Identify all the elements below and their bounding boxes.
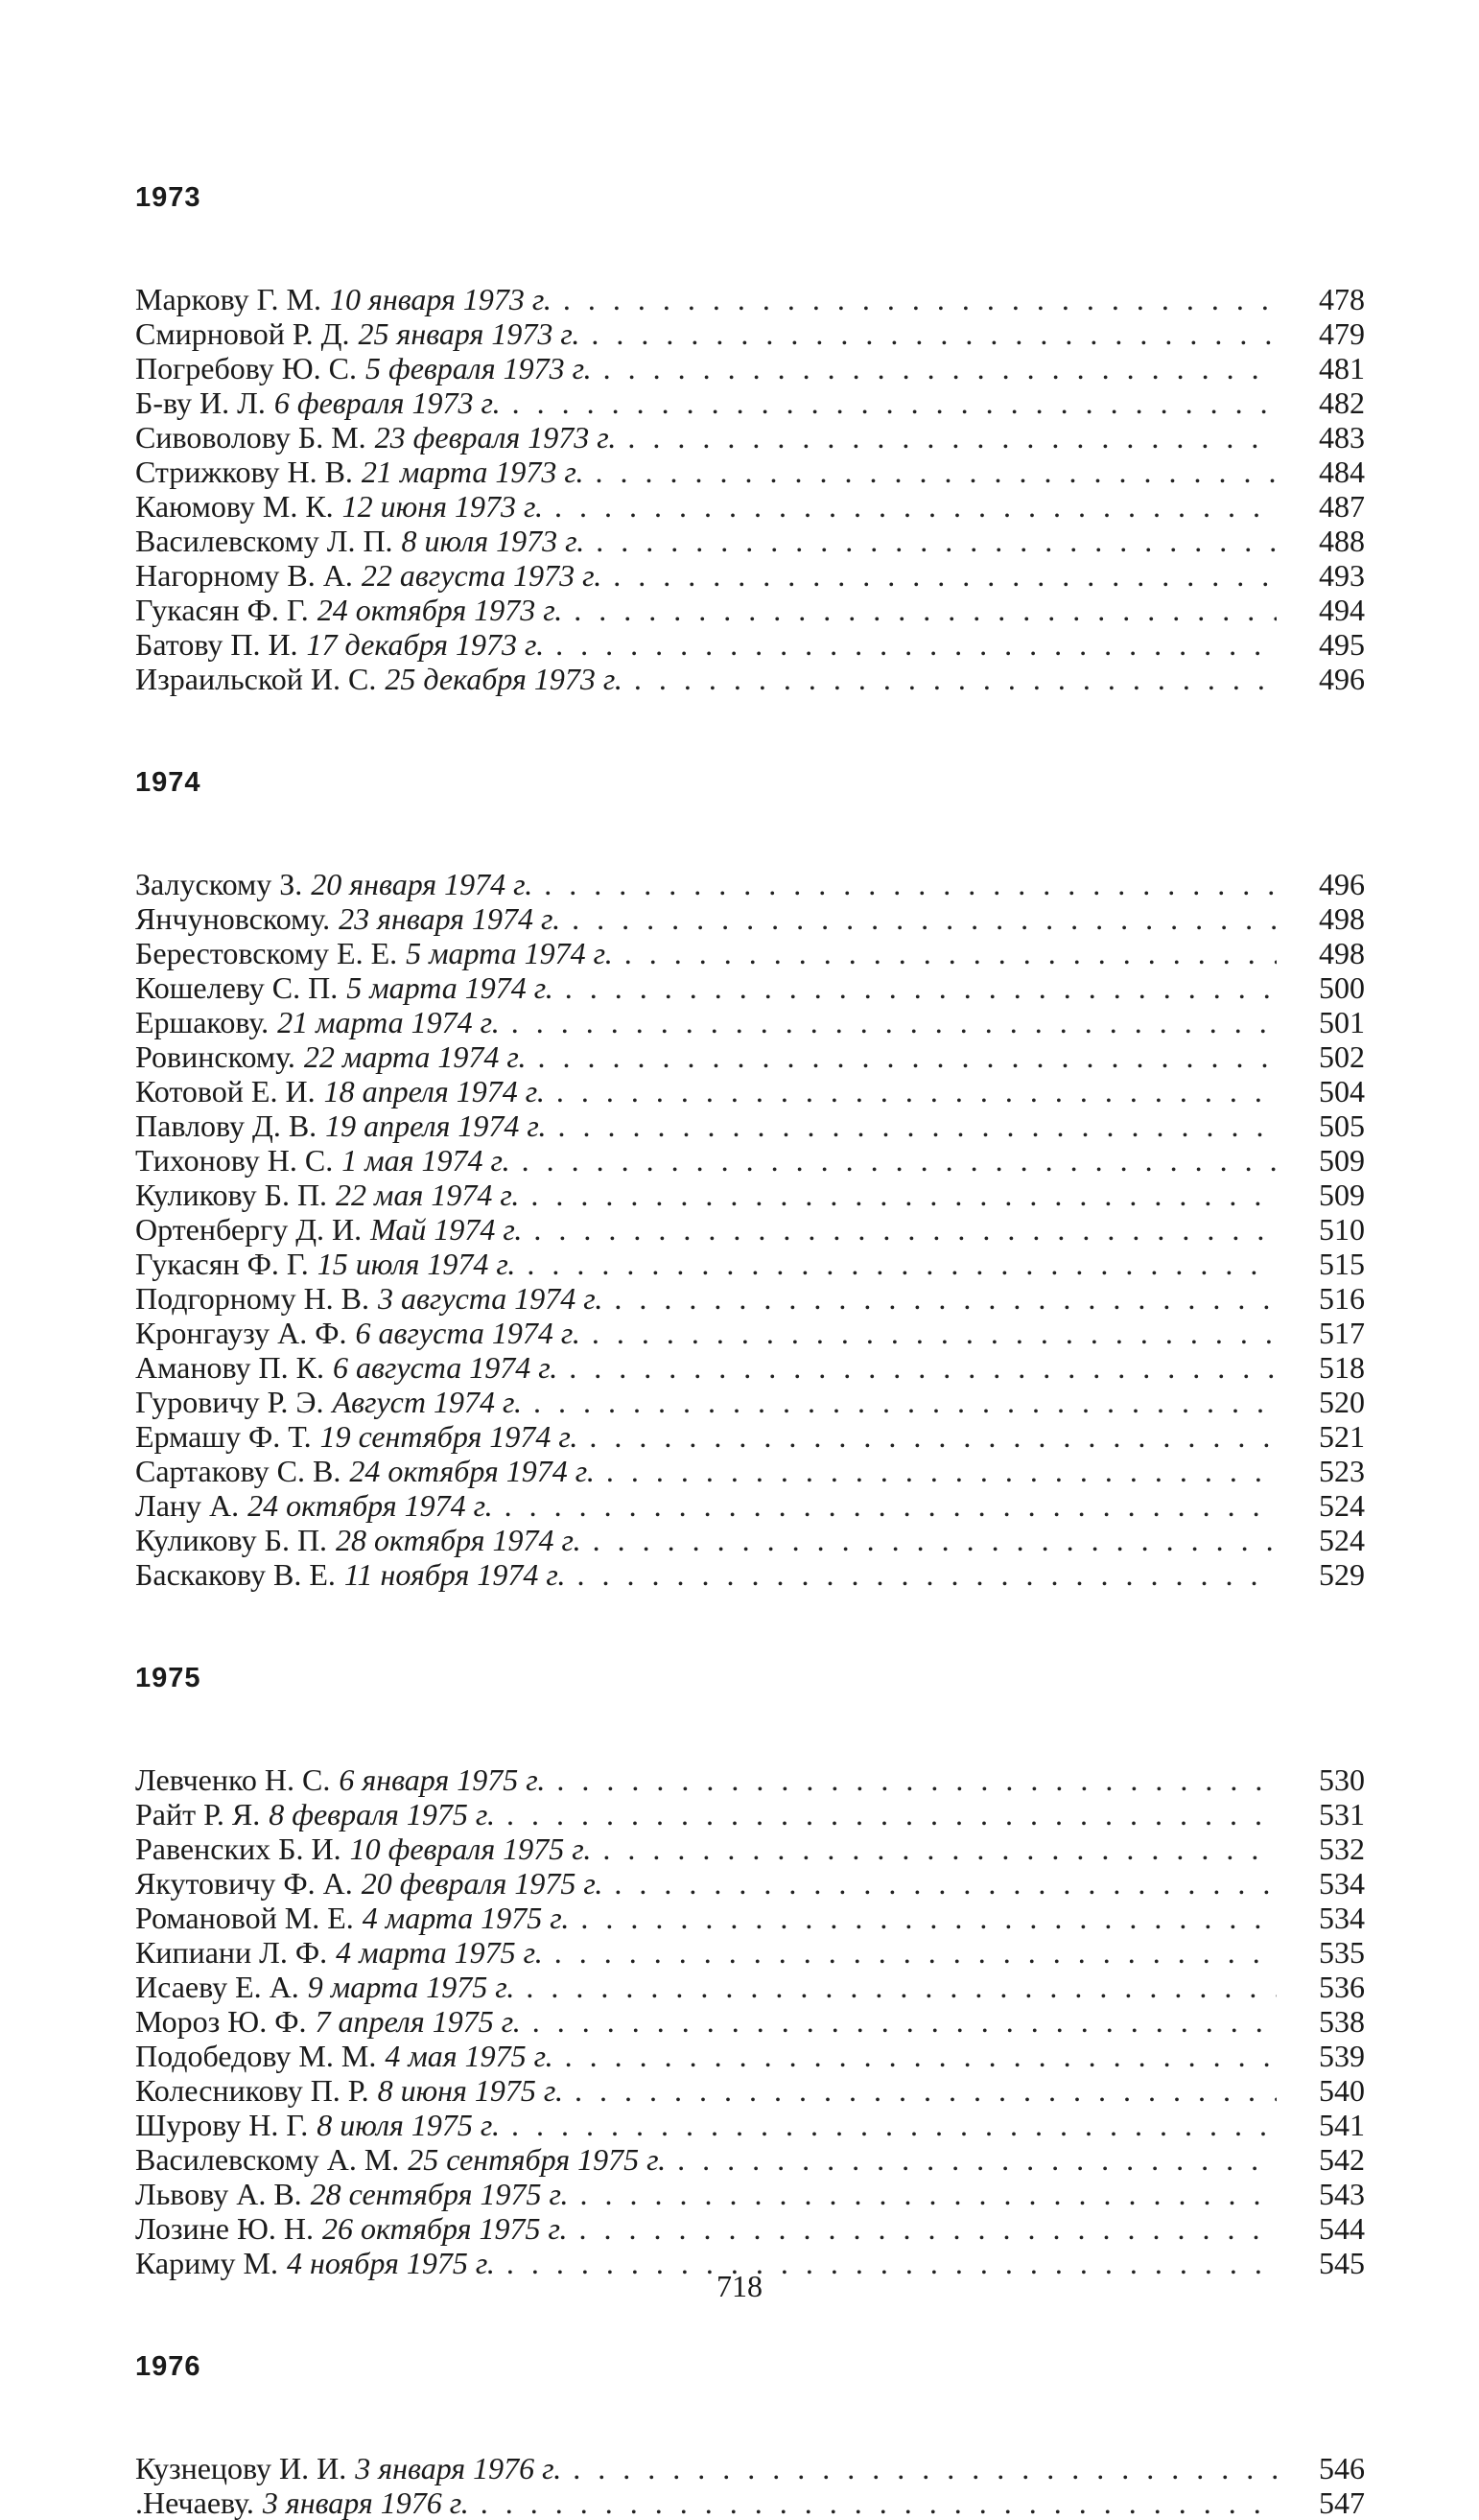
entry-date: 6 февраля 1973 г. [273, 385, 501, 420]
entry-recipient: Тихонову Н. С. [135, 1143, 334, 1178]
entry-page-number: 517 [1319, 1316, 1365, 1350]
entry-page-number: 483 [1319, 420, 1365, 455]
section-1976 [135, 2349, 1365, 2520]
entry-recipient: Израильской И. С. [135, 662, 377, 696]
entry-date: 24 октября 1973 г. [317, 593, 563, 627]
contents-entry [135, 901, 1365, 936]
entry-date: 8 июня 1975 г. [377, 2073, 563, 2108]
contents-entry [135, 627, 1365, 662]
dot-leader [511, 2108, 1277, 2142]
dot-leader [556, 1074, 1277, 1108]
entry-recipient: Шурову Н. Г. [135, 2108, 309, 2142]
contents-entry [135, 662, 1365, 696]
entry-recipient: Котовой Е. И. [135, 1074, 316, 1108]
entry-recipient: Гукасян Ф. Г. [135, 593, 309, 627]
entry-recipient: Ровинскому. [135, 1039, 295, 1074]
entry-date: 6 августа 1974 г. [332, 1350, 558, 1385]
contents-entry [135, 316, 1365, 351]
entry-page-number: 520 [1319, 1385, 1365, 1419]
contents-entry [135, 1074, 1365, 1108]
contents-entry [135, 1454, 1365, 1488]
dot-leader [592, 1316, 1277, 1350]
contents-entry [135, 1901, 1365, 1935]
dot-leader [589, 1419, 1277, 1454]
entry-list [135, 1762, 1365, 2280]
year-heading: 1973 [135, 182, 201, 213]
dot-leader [580, 2177, 1278, 2211]
entry-date: 3 августа 1974 г. [378, 1281, 603, 1316]
entry-recipient: Б-ву И. Л. [135, 385, 266, 420]
entry-date: 28 сентября 1975 г. [310, 2177, 569, 2211]
entry-date: 22 мая 1974 г. [336, 1178, 520, 1212]
dot-leader [544, 867, 1277, 901]
entry-date: 4 ноября 1975 г. [286, 2246, 495, 2280]
entry-page-number: 504 [1319, 1074, 1365, 1108]
entry-date: 5 марта 1974 г. [346, 970, 553, 1005]
contents-entry [135, 1488, 1365, 1523]
entry-page-number: 543 [1319, 2177, 1365, 2211]
contents-entry [135, 1866, 1365, 1901]
entry-page-number: 541 [1319, 2108, 1365, 2142]
entry-page-number: 496 [1319, 662, 1365, 696]
contents-entry [135, 2039, 1365, 2073]
contents-entry [135, 1523, 1365, 1557]
contents-entry [135, 1557, 1365, 1592]
entry-recipient: Баскакову В. Е. [135, 1557, 336, 1592]
contents-entry [135, 489, 1365, 524]
entry-recipient: Погребову Ю. С. [135, 351, 357, 385]
entry-recipient: Куликову Б. П. [135, 1523, 328, 1557]
dot-leader [532, 2004, 1277, 2039]
entry-date: 4 марта 1975 г. [362, 1901, 570, 1935]
entry-page-number: 547 [1319, 2485, 1365, 2520]
entry-page-number: 498 [1319, 901, 1365, 936]
dot-leader [579, 2211, 1277, 2246]
entry-date: Август 1974 г. [332, 1385, 523, 1419]
entry-recipient: Нагорному В. А. [135, 558, 353, 593]
entry-page-number: 494 [1319, 593, 1365, 627]
entry-date: 10 февраля 1975 г. [349, 1832, 592, 1866]
contents-entry [135, 867, 1365, 901]
dot-leader [614, 1866, 1277, 1901]
contents-entry [135, 593, 1365, 627]
entry-date: 5 марта 1974 г. [406, 936, 613, 970]
dot-leader [555, 627, 1277, 662]
contents-entry [135, 1762, 1365, 1797]
contents-entry [135, 970, 1365, 1005]
entry-recipient: Кронгаузу А. Ф. [135, 1316, 347, 1350]
entry-recipient: Гукасян Ф. Г. [135, 1247, 309, 1281]
dot-leader [505, 1488, 1277, 1523]
section-gap [135, 1592, 1365, 1661]
dot-leader [506, 1797, 1277, 1832]
entry-recipient: Берестовскому Е. Е. [135, 936, 398, 970]
dot-leader [677, 2142, 1277, 2177]
entry-recipient: Равенских Б. И. [135, 1832, 341, 1866]
dot-leader [613, 558, 1277, 593]
entry-date: 6 января 1975 г. [339, 1762, 546, 1797]
entry-recipient: Куликову Б. П. [135, 1178, 328, 1212]
entry-page-number: 538 [1319, 2004, 1365, 2039]
entry-recipient: Василевскому Л. П. [135, 524, 393, 558]
dot-leader [557, 1108, 1277, 1143]
entry-date: 8 февраля 1975 г. [269, 1797, 495, 1832]
contents-page [135, 180, 1365, 2520]
entry-page-number: 535 [1319, 1935, 1365, 1970]
dot-leader [569, 1350, 1277, 1385]
entry-date: 1 мая 1974 г. [341, 1143, 510, 1178]
entry-page-number: 524 [1319, 1523, 1365, 1557]
entry-page-number: 482 [1319, 385, 1365, 420]
contents-entry [135, 1178, 1365, 1212]
entry-page-number: 544 [1319, 2211, 1365, 2246]
dot-leader [575, 2073, 1277, 2108]
contents-entry [135, 1005, 1365, 1039]
dot-leader [591, 316, 1277, 351]
entry-page-number: 516 [1319, 1281, 1365, 1316]
dot-leader [512, 385, 1277, 420]
entry-page-number: 493 [1319, 558, 1365, 593]
entry-recipient: Гуровичу Р. Э. [135, 1385, 324, 1419]
entry-date: 24 октября 1974 г. [247, 1488, 493, 1523]
entry-date: 3 января 1976 г. [262, 2485, 469, 2520]
entry-recipient: Каюмову М. К. [135, 489, 334, 524]
entry-page-number: 484 [1319, 455, 1365, 489]
dot-leader [596, 524, 1277, 558]
contents-entry [135, 2073, 1365, 2108]
entry-page-number: 523 [1319, 1454, 1365, 1488]
dot-leader [602, 1832, 1277, 1866]
dot-leader [565, 2039, 1277, 2073]
contents-entry [135, 1935, 1365, 1970]
dot-leader [530, 1178, 1277, 1212]
contents-entry [135, 1385, 1365, 1419]
entry-recipient: Василевскому А. М. [135, 2142, 400, 2177]
entry-page-number: 539 [1319, 2039, 1365, 2073]
entry-page-number: 546 [1319, 2451, 1365, 2485]
contents-entry [135, 282, 1365, 316]
dot-leader [563, 282, 1277, 316]
contents-entry [135, 455, 1365, 489]
entry-page-number: 495 [1319, 627, 1365, 662]
dot-leader [573, 2451, 1277, 2485]
entry-date: 9 марта 1975 г. [307, 1970, 515, 2004]
dot-leader [565, 970, 1277, 1005]
entry-page-number: 515 [1319, 1247, 1365, 1281]
entry-date: 25 декабря 1973 г. [385, 662, 622, 696]
entry-page-number: 479 [1319, 316, 1365, 351]
dot-leader [580, 1901, 1277, 1935]
entry-page-number: 509 [1319, 1143, 1365, 1178]
entry-page-number: 518 [1319, 1350, 1365, 1385]
dot-leader [576, 1557, 1277, 1592]
entry-list [135, 2451, 1365, 2520]
contents-entry [135, 2451, 1365, 2485]
entry-recipient: Янчуновскому. [135, 901, 331, 936]
entry-page-number: 498 [1319, 936, 1365, 970]
contents-entry [135, 351, 1365, 385]
entry-page-number: 521 [1319, 1419, 1365, 1454]
contents-entry [135, 385, 1365, 420]
entry-recipient: Лану А. [135, 1488, 240, 1523]
contents-entry [135, 1350, 1365, 1385]
entry-page-number: 540 [1319, 2073, 1365, 2108]
dot-leader [627, 420, 1277, 455]
entry-recipient: Лозине Ю. Н. [135, 2211, 314, 2246]
contents-entry [135, 2142, 1365, 2177]
dot-leader [533, 1212, 1277, 1247]
contents-entry [135, 1143, 1365, 1178]
dot-leader [554, 1935, 1277, 1970]
entry-recipient: Аманову П. К. [135, 1350, 324, 1385]
entry-date: 15 июля 1974 г. [317, 1247, 516, 1281]
entry-date: 21 марта 1974 г. [277, 1005, 500, 1039]
entry-recipient: Мороз Ю. Ф. [135, 2004, 307, 2039]
contents-entry [135, 2004, 1365, 2039]
contents-entry [135, 1281, 1365, 1316]
entry-date: 28 октября 1974 г. [336, 1523, 581, 1557]
entry-recipient: Исаеву Е. А. [135, 1970, 299, 2004]
entry-date: 20 января 1974 г. [311, 867, 533, 901]
contents-entry [135, 1419, 1365, 1454]
contents-entry [135, 1832, 1365, 1866]
entry-date: 22 марта 1974 г. [303, 1039, 527, 1074]
entry-recipient: Батову П. И. [135, 627, 298, 662]
entry-page-number: 524 [1319, 1488, 1365, 1523]
entry-recipient: Сивоволову Б. М. [135, 420, 366, 455]
entry-recipient: Кошелеву С. П. [135, 970, 339, 1005]
dot-leader [574, 593, 1277, 627]
entry-date: 10 января 1973 г. [329, 282, 552, 316]
contents-entry [135, 2108, 1365, 2142]
entry-date: 23 января 1974 г. [339, 901, 561, 936]
dot-leader [522, 1143, 1277, 1178]
contents-entry [135, 1039, 1365, 1074]
entry-recipient: Залускому З. [135, 867, 303, 901]
contents-entry [135, 2211, 1365, 2246]
entry-date: 23 февраля 1973 г. [374, 420, 617, 455]
entry-date: 5 февраля 1973 г. [364, 351, 592, 385]
entry-page-number: 530 [1319, 1762, 1365, 1797]
contents-entry [135, 420, 1365, 455]
entry-recipient: Львову А. В. [135, 2177, 302, 2211]
entry-date: 21 марта 1973 г. [361, 455, 584, 489]
entry-recipient: Ортенбергу Д. И. [135, 1212, 363, 1247]
section-1974 [135, 765, 1365, 1592]
entry-page-number: 505 [1319, 1108, 1365, 1143]
entry-recipient: Сартакову С. В. [135, 1454, 341, 1488]
dot-leader [593, 1523, 1277, 1557]
entry-date: 25 января 1973 г. [358, 316, 580, 351]
entry-recipient: Кипиани Л. Ф. [135, 1935, 328, 1970]
contents-entry [135, 2177, 1365, 2211]
section-1973 [135, 180, 1365, 696]
entry-date: 24 октября 1974 г. [349, 1454, 595, 1488]
entry-date: 20 февраля 1975 г. [361, 1866, 603, 1901]
entry-recipient: Колесникову П. Р. [135, 2073, 369, 2108]
contents-entry [135, 1316, 1365, 1350]
dot-leader [554, 489, 1277, 524]
entry-date: 12 июня 1973 г. [341, 489, 544, 524]
dot-leader [603, 351, 1277, 385]
entry-recipient: Кузнецову И. И. [135, 2451, 347, 2485]
entry-date: 4 марта 1975 г. [336, 1935, 543, 1970]
dot-leader [511, 1005, 1277, 1039]
entry-date: 4 мая 1975 г. [385, 2039, 553, 2073]
entry-date: 19 сентября 1974 г. [319, 1419, 578, 1454]
entry-page-number: 536 [1319, 1970, 1365, 2004]
entry-page-number: 487 [1319, 489, 1365, 524]
entry-date: 18 апреля 1974 г. [323, 1074, 545, 1108]
entry-recipient: Подгорному Н. В. [135, 1281, 370, 1316]
entry-recipient: Ермашу Ф. Т. [135, 1419, 312, 1454]
entry-recipient: Смирновой Р. Д. [135, 316, 350, 351]
entry-page-number: 545 [1319, 2246, 1365, 2280]
section-1975 [135, 1661, 1365, 2280]
entry-recipient: Левченко Н. С. [135, 1762, 331, 1797]
year-heading: 1974 [135, 767, 201, 798]
contents-entry [135, 2485, 1365, 2520]
dot-leader [533, 1385, 1277, 1419]
entry-page-number: 510 [1319, 1212, 1365, 1247]
entry-page-number: 478 [1319, 282, 1365, 316]
contents-entry [135, 1108, 1365, 1143]
entry-page-number: 500 [1319, 970, 1365, 1005]
entry-page-number: 502 [1319, 1039, 1365, 1074]
entry-date: 25 сентября 1975 г. [408, 2142, 667, 2177]
entry-page-number: 501 [1319, 1005, 1365, 1039]
entry-page-number: 481 [1319, 351, 1365, 385]
entry-date: 6 августа 1974 г. [355, 1316, 580, 1350]
dot-leader [537, 1039, 1277, 1074]
entry-page-number: 496 [1319, 867, 1365, 901]
entry-date: 22 августа 1973 г. [361, 558, 602, 593]
entry-date: 8 июля 1975 г. [317, 2108, 500, 2142]
dot-leader [556, 1762, 1277, 1797]
entry-page-number: 532 [1319, 1832, 1365, 1866]
entry-recipient: Якутовичу Ф. А. [135, 1866, 353, 1901]
section-gap [135, 696, 1365, 765]
page-number: 718 [716, 2269, 763, 2303]
entry-recipient: Стрижкову Н. В. [135, 455, 353, 489]
entry-recipient: Маркову Г. М. [135, 282, 321, 316]
entry-date: 11 ноября 1974 г. [343, 1557, 566, 1592]
entry-list [135, 282, 1365, 696]
entry-recipient: Райт Р. Я. [135, 1797, 261, 1832]
entry-date: 8 июля 1973 г. [401, 524, 585, 558]
dot-leader [595, 455, 1277, 489]
dot-leader [634, 662, 1277, 696]
dot-leader [527, 1247, 1277, 1281]
entry-date: 17 декабря 1973 г. [306, 627, 545, 662]
dot-leader [614, 1281, 1277, 1316]
contents-entry [135, 1247, 1365, 1281]
entry-date: 3 января 1976 г. [355, 2451, 562, 2485]
entry-recipient: Павлову Д. В. [135, 1108, 317, 1143]
entry-page-number: 509 [1319, 1178, 1365, 1212]
dot-leader [624, 936, 1277, 970]
entry-page-number: 534 [1319, 1866, 1365, 1901]
entry-date: 26 октября 1975 г. [322, 2211, 568, 2246]
contents-entry [135, 558, 1365, 593]
entry-date: Май 1974 г. [370, 1212, 523, 1247]
entry-recipient: Ершакову. [135, 1005, 270, 1039]
entry-list [135, 867, 1365, 1592]
year-heading: 1975 [135, 1663, 201, 1693]
dot-leader [572, 901, 1277, 936]
contents-entry [135, 936, 1365, 970]
dot-leader [606, 1454, 1277, 1488]
entry-recipient: Романовой М. Е. [135, 1901, 354, 1935]
contents-entry [135, 1797, 1365, 1832]
entry-page-number: 542 [1319, 2142, 1365, 2177]
entry-date: 7 апреля 1975 г. [315, 2004, 521, 2039]
entry-recipient: Подобедову М. М. [135, 2039, 377, 2073]
entry-page-number: 529 [1319, 1557, 1365, 1592]
year-heading: 1976 [135, 2351, 201, 2382]
contents-entry [135, 1212, 1365, 1247]
dot-leader [526, 1970, 1277, 2004]
entry-page-number: 488 [1319, 524, 1365, 558]
entry-date: 19 апреля 1974 г. [325, 1108, 547, 1143]
entry-recipient: .Нечаеву. [135, 2485, 254, 2520]
entry-recipient: Кариму М. [135, 2246, 278, 2280]
contents-entry [135, 1970, 1365, 2004]
contents-entry [135, 524, 1365, 558]
entry-page-number: 531 [1319, 1797, 1365, 1832]
entry-page-number: 534 [1319, 1901, 1365, 1935]
dot-leader [481, 2485, 1277, 2520]
